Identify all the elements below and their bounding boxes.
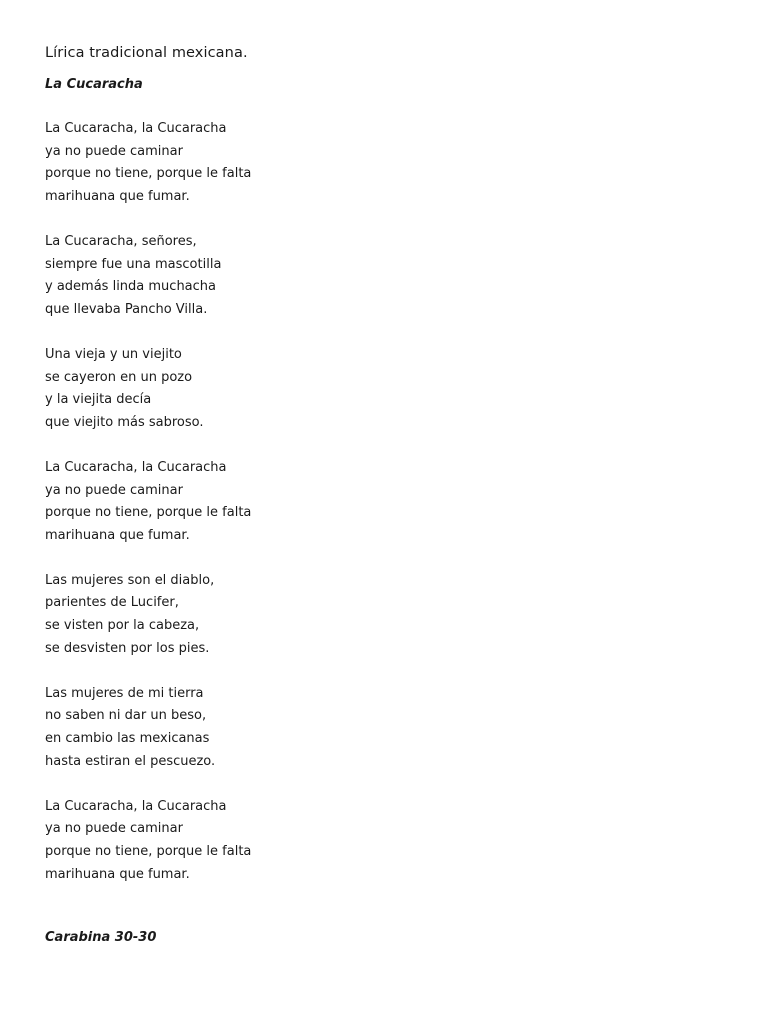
song-lyrics [45,118,725,886]
lyric-line: siempre fue una mascotilla [45,256,222,272]
stanza [45,796,725,886]
lyric-line: ya no puede caminar [45,821,183,837]
lyric-line: Las mujeres de mi tierra [45,685,204,701]
lyric-line: en cambio las mexicanas [45,731,210,747]
lyric-line: se visten por la cabeza, [45,618,200,634]
lyric-line: La Cucaracha, la Cucaracha [45,798,227,814]
lyric-line: parientes de Lucifer, [45,595,179,611]
lyric-line: y además linda muchacha [45,279,216,295]
lyric-line: ya no puede caminar [45,482,183,498]
lyric-line: marihuana que fumar. [45,866,190,882]
stanza [45,344,725,434]
stanza [45,118,725,208]
lyric-line: que viejito más sabroso. [45,414,204,430]
lyric-line: La Cucaracha, la Cucaracha [45,459,227,475]
lyric-line: no saben ni dar un beso, [45,708,207,724]
document-heading: Lírica tradicional mexicana. [45,45,248,61]
stanza [45,231,725,321]
lyric-line: y la viejita decía [45,392,152,408]
lyric-line: se desvisten por los pies. [45,640,210,656]
lyric-line: ya no puede caminar [45,143,183,159]
lyric-line: Las mujeres son el diablo, [45,572,215,588]
song-title: Carabina 30-30 [45,930,157,945]
lyric-line: La Cucaracha, señores, [45,233,197,249]
stanza [45,570,725,660]
lyric-line: La Cucaracha, la Cucaracha [45,121,227,136]
document-page [45,40,725,909]
stanza [45,683,725,773]
lyric-line: marihuana que fumar. [45,188,190,204]
lyric-line: porque no tiene, porque le falta [45,505,252,521]
lyric-line: hasta estiran el pescuezo. [45,753,216,769]
lyric-line: Una vieja y un viejito [45,346,182,362]
lyric-line: que llevaba Pancho Villa. [45,301,208,317]
lyric-line: se cayeron en un pozo [45,369,193,385]
lyric-line: porque no tiene, porque le falta [45,844,252,859]
lyric-line: porque no tiene, porque le falta [45,166,252,182]
stanza [45,457,725,547]
lyric-line: marihuana que fumar. [45,527,190,543]
song-title: La Cucaracha [45,77,143,92]
